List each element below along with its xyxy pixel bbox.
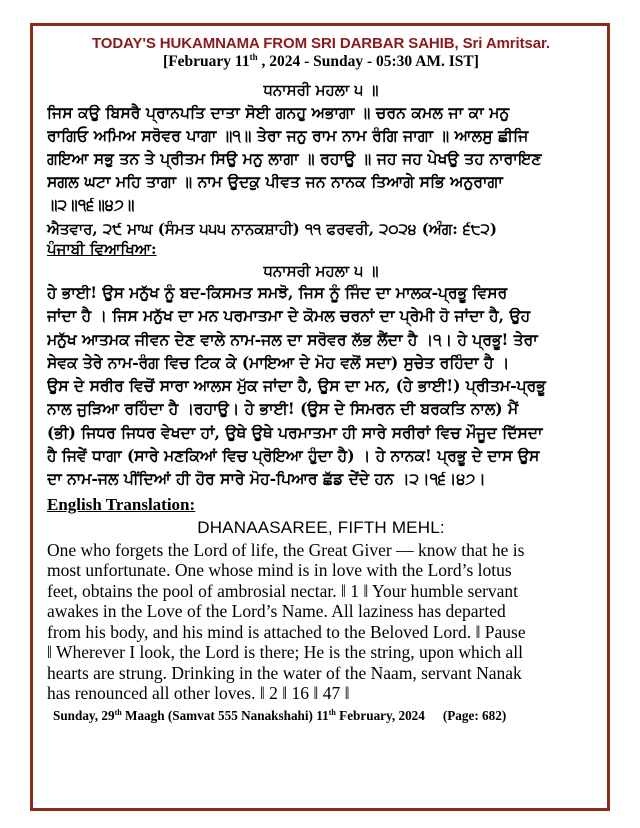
footer-part2: Maagh (Samvat 555 Nanakshahi) 11 (121, 707, 329, 723)
shabad-line: ਰਾਗਿਓ ਅਮਿਅ ਸਰੋਵਰ ਪਾਗਾ ॥੧॥ ਤੇਰਾ ਜਨੁ ਰਾਮ ਨਾਮ ਰੰਗਿ ਜਾਗਾ ॥ ਆਲਸੁ ਛੀਜਿ (47, 126, 529, 145)
date-rest: , 2024 - Sunday - 05:30 AM. IST] (257, 53, 479, 70)
punjabi-line: ਮਨੁੱਖ ਆਤਮਕ ਜੀਵਨ ਦੇਣ ਵਾਲੇ ਨਾਮ-ਜਲ ਦਾ ਸਰੋਵਰ ਲੱਭ ਲੈਂਦਾ ਹੈ ।੧। ਹੇ ਪ੍ਰਭੂ! ਤੇਰਾ (47, 329, 538, 349)
hukamnama-content (47, 26, 595, 724)
punjabi-line: ਦਾ ਨਾਮ-ਜਲ ਪੀਂਦਿਆਂ ਹੀ ਹੋਰ ਸਾਰੇ ਮੋਹ-ਪਿਆਰ ਛੱਡ ਦੇਂਦੇ ਹਨ ।੨।੧੬।੪੭। (47, 469, 486, 489)
punjabi-line: ਹੈ ਜਿਵੇਂ ਧਾਗਾ (ਸਾਰੇ ਮਣਕਿਆਂ ਵਿਚ ਪ੍ਰੋਇਆ ਹੁੰਦਾ ਹੈ) । ਹੇ ਨਾਨਕ! ਪ੍ਰਭੂ ਦੇ ਦਾਸ ਉਸ (47, 446, 540, 466)
shabad-heading: ਧਨਾਸਰੀ ਮਹਲਾ ੫ ॥ (263, 81, 379, 99)
shabad-line: ਸਗਲ ਘਟਾ ਮਹਿ ਤਾਗਾ ॥ ਨਾਮ ਉਦਕੁ ਪੀਵਤ ਜਨ ਨਾਨਕ ਤਿਆਗੇ ਸਭਿ ਅਨੁਰਾਗਾ (47, 172, 503, 191)
english-line: most unfortunate. One whose mind is in love with the Lord’s lotus (47, 560, 512, 581)
english-line: has renounced all other loves. ‖ 2 ‖ 16 ‖ 47 ‖ (47, 683, 350, 704)
footer-sup2: th (328, 707, 336, 717)
english-heading: DHANAASAREE, FIFTH MEHL: (197, 517, 445, 537)
punjabi-line: ਜਾਂਦਾ ਹੈ । ਜਿਸ ਮਨੁੱਖ ਦਾ ਮਨ ਪਰਮਾਤਮਾ ਦੇ ਕੋਮਲ ਚਰਨਾਂ ਦਾ ਪ੍ਰੇਮੀ ਹੋ ਜਾਂਦਾ ਹੈ, ਉਹ (47, 306, 531, 326)
shabad-line: ਗਇਆ ਸਭੁ ਤਨ ਤੇ ਪ੍ਰੀਤਮ ਸਿਉ ਮਨੁ ਲਾਗਾ ॥ ਰਹਾਉ ॥ ਜਹ ਜਹ ਪੇਖਉ ਤਹ ਨਾਰਾਇਣ (47, 149, 542, 168)
punjabi-heading: ਧਨਾਸਰੀ ਮਹਲਾ ੫ ॥ (263, 262, 379, 280)
punjabi-text (47, 281, 595, 491)
english-label: English Translation: (47, 494, 196, 514)
shabad-line: ॥੨॥੧੬॥੪੭॥ (47, 195, 135, 214)
date-ang-line: ਐਤਵਾਰ, ੨੯ ਮਾਘ (ਸੰਮਤ ੫੫੫ ਨਾਨਕਸ਼ਾਹੀ) ੧੧ ਫਰਵਰੀ, ੨੦੨੪ (ਅੰਗ: ੬੮੨) (47, 220, 497, 238)
english-line: ‖ Wherever I look, the Lord is there; He is the string, upon which all (47, 642, 523, 663)
english-line: from his body, and his mind is attached to the Beloved Lord. ‖ Pause (47, 621, 526, 642)
page-reference: (Page: 682) (442, 707, 507, 723)
page-title: TODAY'S HUKAMNAMA FROM SRI DARBAR SAHIB, Sri Amritsar. (92, 35, 550, 52)
english-line: One who forgets the Lord of life, the Great Giver — know that he is (47, 539, 525, 560)
punjabi-line: ਹੇ ਭਾਈ! ਉਸ ਮਨੁੱਖ ਨੂੰ ਬਦ-ਕਿਸਮਤ ਸਮਝੋ, ਜਿਸ ਨੂੰ ਜਿੰਦ ਦਾ ਮਾਲਕ-ਪ੍ਰਭੂ ਵਿਸਰ (47, 283, 508, 302)
punjabi-line: (ਭੀ) ਜਿਧਰ ਜਿਧਰ ਵੇਖਦਾ ਹਾਂ, ਉਥੇ ਉਥੇ ਪਰਮਾਤਮਾ ਹੀ ਸਾਰੇ ਸਰੀਰਾਂ ਵਿਚ ਮੌਜੂਦ ਦਿੱਸਦਾ (47, 422, 543, 442)
date-line (47, 52, 595, 71)
english-line: feet, obtains the pool of ambrosial nectar. ‖ 1 ‖ Your humble servant (47, 580, 519, 601)
footer-date-line (47, 708, 595, 724)
page-border (30, 23, 610, 811)
shabad-text (47, 101, 595, 216)
date-open: [February 11 (163, 53, 250, 70)
footer-part3: February, 2024 (335, 707, 425, 723)
english-line: hearts are strung. Drinking in the water of the Naam, servant Nanak (47, 662, 522, 683)
footer-sup1: th (114, 707, 122, 717)
footer-part1: Sunday, 29 (53, 707, 115, 723)
date-sup: th (249, 52, 258, 62)
english-line: awakes in the Love of the Lord’s Name. All laziness has departed (47, 601, 506, 622)
punjabi-line: ਉਸ ਦੇ ਸਰੀਰ ਵਿਚੋਂ ਸਾਰਾ ਆਲਸ ਮੁੱਕ ਜਾਂਦਾ ਹੈ, ਉਸ ਦਾ ਮਨ, (ਹੇ ਭਾਈ!) ਪ੍ਰੀਤਮ-ਪ੍ਰਭੂ (47, 376, 546, 396)
english-text (47, 540, 595, 704)
punjabi-label: ਪੰਜਾਬੀ ਵਿਆਖਿਆ: (47, 240, 157, 258)
shabad-line: ਜਿਸ ਕਉ ਬਿਸਰੈ ਪ੍ਰਾਨਪਤਿ ਦਾਤਾ ਸੋਈ ਗਨਹੁ ਅਭਾਗਾ ॥ ਚਰਨ ਕਮਲ ਜਾ ਕਾ ਮਨੁ (47, 103, 510, 122)
punjabi-line: ਨਾਲ ਜੁੜਿਆ ਰਹਿੰਦਾ ਹੈ ।ਰਹਾਉ। ਹੇ ਭਾਈ! (ਉਸ ਦੇ ਸਿਮਰਨ ਦੀ ਬਰਕਤਿ ਨਾਲ) ਮੈਂ (47, 399, 519, 419)
punjabi-line: ਸੇਵਕ ਤੇਰੇ ਨਾਮ-ਰੰਗ ਵਿਚ ਟਿਕ ਕੇ (ਮਾਇਆ ਦੇ ਮੋਹ ਵਲੋਂ ਸਦਾ) ਸੁਚੇਤ ਰਹਿੰਦਾ ਹੈ । (47, 352, 510, 372)
